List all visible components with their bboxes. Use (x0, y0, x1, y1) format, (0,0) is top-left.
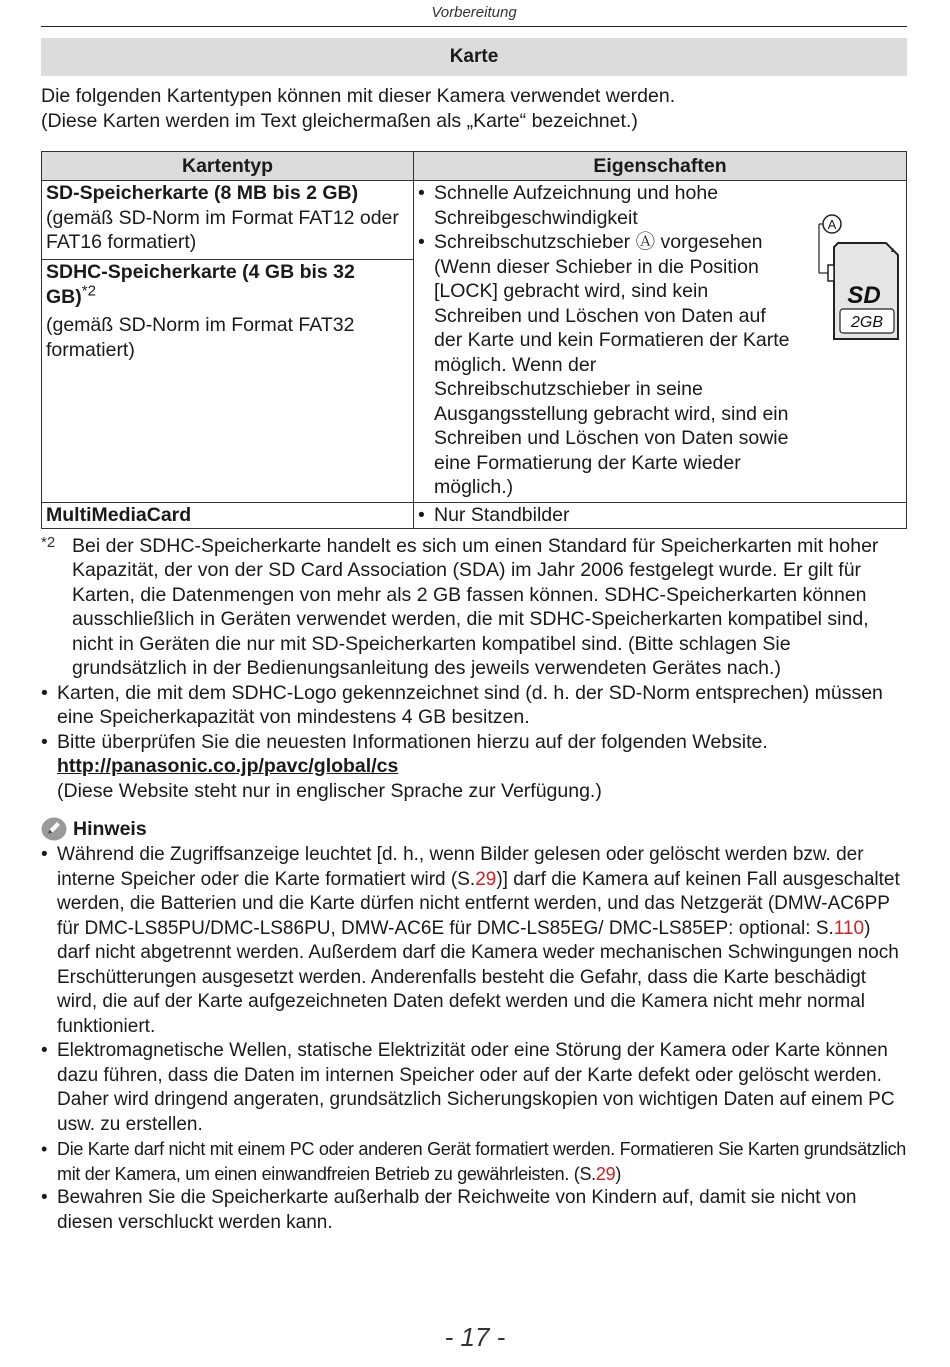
page-number: - 17 - (444, 1322, 506, 1352)
table-row (42, 503, 907, 529)
property-item: • Schnelle Aufzeichnung und hohe Schreibgeschwindigkeit (418, 181, 790, 230)
page-ref-link[interactable]: 29 (475, 868, 497, 890)
header-rule (41, 26, 907, 27)
hint-heading (41, 815, 907, 843)
intro-line-1: Die folgenden Kartentypen können mit dieser Kamera verwendet werden. (41, 85, 676, 107)
bullet-website (41, 730, 907, 804)
cell-sd-card (42, 181, 414, 260)
intro-line-2: (Diese Karten werden im Text gleichermaßen als „Karte“ bezeichnet.) (41, 109, 638, 132)
cell-mmc: MultiMediaCard (42, 503, 414, 529)
sdhc-card-name: SDHC-Speicherkarte (4 GB bis 32 GB)$^{*2}$ (46, 261, 355, 308)
bullet-sdhc-logo: • Karten, die mit dem SDHC-Logo gekennzeichnet sind (d. h. der SD-Norm entsprechen) müssen eine Speicherkapazität von mindestens 4 GB besitzen. (41, 681, 907, 730)
table-row (42, 181, 907, 260)
hint-item-access-lamp: • Während die Zugriffsanzeige leuchtet [d. h., wenn Bilder gelesen oder gelöscht werden bzw. der interne Speicher oder die Karte formatiert wird (S.29)] darf die Kamera auf keinen Fall ausgeschaltet werden, die Batterien und die Karte dürfen nicht entfernt werden, und das Netzgerät (DMW-AC6PP für DMC-LS85PU/DMC-LS86PU, DMW-AC6E für DMC-LS85EG/ DMC-LS85EP: optional: S.110) darf nicht abgetrennt werden. Außerdem darf die Kamera weder mechanischen Schwingungen noch Erschütterungen ausgesetzt werden. Anderenfalls besteht die Gefahr, dass die Karte beschädigt wird, die auf der Karte aufgezeichneten Daten defekt werden und die Kamera nicht mehr normal funktioniert. (41, 843, 907, 1039)
intro-text (41, 84, 907, 133)
pencil-note-icon (41, 817, 67, 841)
page-ref-link[interactable]: 110 (833, 917, 865, 939)
header-card-type: Kartentyp (42, 152, 414, 181)
footnote-mark: *2 (41, 533, 56, 551)
hint-list (41, 843, 907, 1235)
cell-sdhc-card (42, 260, 414, 503)
hint-item-children: • Bewahren Sie die Speicherkarte außerhalb der Reichweite von Kindern auf, damit sie nicht von diesen verschluckt werden kann. (41, 1186, 907, 1235)
running-header: Vorbereitung (431, 4, 517, 21)
sd-card-desc: (gemäß SD-Norm im Format FAT12 oder FAT16 formatiert) (46, 206, 399, 253)
callout-letter: A (827, 217, 837, 232)
cell-sd-properties (414, 181, 907, 503)
property-item: • Schreibschutzschieber Ⓐ vorgesehen (Wenn dieser Schieber in die Position [LOCK] gebracht wird, sind kein Schreiben und Löschen von Daten auf der Karte und kein Formatieren der Karte möglich. Wenn der Schreibschutzschieber in seine Ausgangsstellung gebracht wird, sind ein Schreiben und Löschen von Daten sowie eine Formatierung der Karte wieder möglich.) (418, 230, 790, 500)
footnote-ref: *2 (81, 282, 96, 299)
capacity-label: 2GB (850, 314, 884, 331)
sdhc-card-desc: (gemäß SD-Norm im Format FAT32 formatiert) (46, 314, 355, 361)
manual-page (41, 0, 907, 1235)
section-title: Karte (41, 38, 907, 76)
card-type-table (41, 151, 907, 529)
hint-title: Hinweis (73, 817, 147, 840)
hint-item-electromagnetic: • Elektromagnetische Wellen, statische Elektrizität oder eine Störung der Kamera oder Karte können dazu führen, dass die Daten im internen Speicher oder auf der Karte defekt oder gelöscht werden. Daher wird dringend angeraten, grundsätzlich Sicherungskopien von wichtigen Daten auf einem PC usw. zu erstellen. (41, 1039, 907, 1137)
sd-logo: SD (847, 282, 881, 309)
website-note: (Diese Website steht nur in englischer Sprache zur Verfügung.) (57, 779, 602, 802)
sd-card-illustration (816, 213, 902, 341)
hint-item-format: • Die Karte darf nicht mit einem PC oder anderen Gerät formatiert werden. Formatieren Sie Karten grundsätzlich mit der Kamera, um einen einwandfreien Betrieb zu gewährleisten. (S.29) (41, 1137, 907, 1186)
lock-switch (828, 265, 834, 281)
website-link[interactable]: http://panasonic.co.jp/pavc/global/cs (57, 755, 399, 777)
footnote-text: Bei der SDHC-Speicherkarte handelt es sich um einen Standard für Speicherkarten mit hoher Kapazität, der von der SD Card Association (SDA) im Jahr 2006 festgelegt wurde. Er gilt für Karten, die Datenmengen von mehr als 2 GB fassen können. SDHC-Speicherkarten können ausschließlich in Geräten verwendet werden, die mit SDHC-Speicherkarten kompatibel sind, nicht in Geräten die nur mit SD-Speicherkarten kompatibel sind. (Bitte schlagen Sie grundsätzlich in der Bedienungsanleitung des jeweils verwendeten Gerätes nach.) (72, 534, 879, 679)
page-ref-link[interactable]: 29 (595, 1163, 616, 1184)
table-header-row (42, 152, 907, 181)
website-text: • Bitte überprüfen Sie die neuesten Informationen hierzu auf der folgenden Website. (57, 730, 768, 753)
property-item: • Nur Standbilder (418, 503, 902, 528)
sd-card-name: SD-Speicherkarte (8 MB bis 2 GB) (46, 182, 359, 204)
notes-block (41, 534, 907, 804)
cell-mmc-property (414, 503, 907, 529)
header-properties: Eigenschaften (414, 152, 907, 181)
footnote (41, 534, 907, 681)
